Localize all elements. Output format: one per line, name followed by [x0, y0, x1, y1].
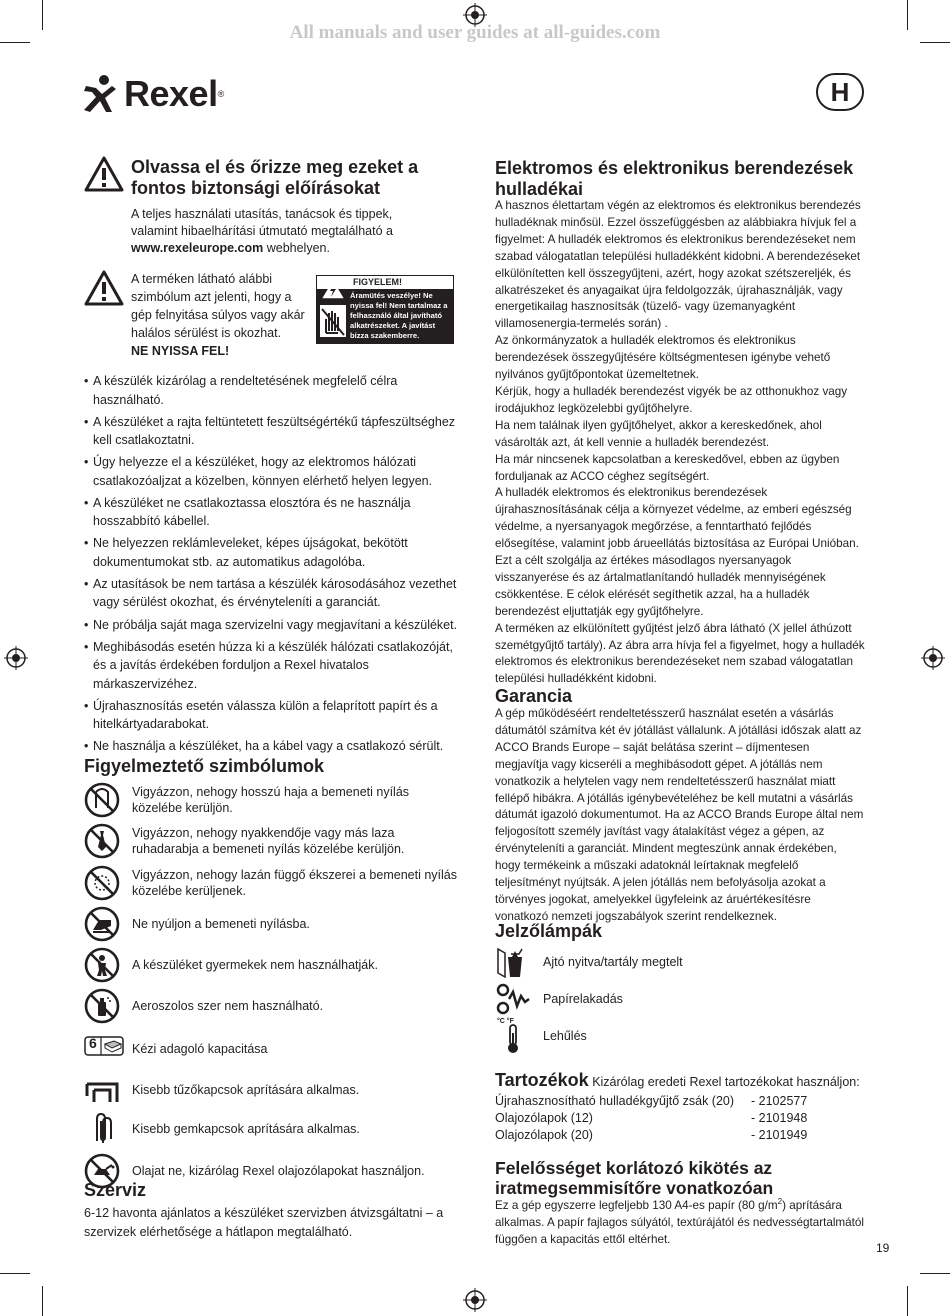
warning-triangle-icon [84, 156, 124, 192]
safety-bullet-item: • Újrahasznosítás esetén válassza külön a felaprított papírt és a hitelkártyadarabokat. [84, 697, 458, 734]
accessories-list [495, 1093, 875, 1144]
liability-text [495, 1194, 865, 1249]
weee-paragraph: Ha nem találnak ilyen gyűjtőhelyet, akkor a kereskedőnek, ahol vásárolták azt, át kell vennie a hulladék berendezést. [495, 418, 822, 449]
warning-paragraph [131, 270, 309, 360]
symbol-text: Kézi adagoló kapacitása [132, 1042, 268, 1057]
safety-bullet-list [84, 372, 458, 759]
symbol-row [84, 1028, 464, 1071]
symbol-text: Vigyázzon, nehogy lazán függő ékszerei a bemeneti nyílás közelébe kerüljenek. [132, 867, 457, 898]
lamps-list [495, 944, 815, 1055]
safety-bullet-item: • A készülék kizárólag a rendeltetésének megfelelő célra használható. [84, 372, 458, 409]
warning-text: A terméken látható alábbi szimbólum azt jelenti, hogy a gép felnyitása súlyos vagy akár halálos sérülést is okozhat. [131, 272, 305, 340]
safety-bullet-item: • Úgy helyezze el a készüléket, hogy az elektromos hálózati csatlakozóaljzat a közelben, könnyen elérhető helyen legyen. [84, 453, 458, 490]
weee-title: Elektromos és elektronikus berendezések hulladékai [495, 158, 854, 199]
weee-paragraph: Az önkormányzatok a hulladék elektromos és elektronikus berendezések összegyűjtésére költségmentesen igénybe vehető nyilvános gyűjtőpontokat üzemeltetnek. [495, 334, 831, 382]
accessory-code: - 2102577 [751, 1094, 808, 1108]
symbol-text: Kisebb gemkapcsok aprítására alkalmas. [132, 1122, 360, 1137]
crop-mark [920, 42, 950, 43]
no-jewellery-icon [84, 865, 120, 901]
lamp-row [495, 1018, 815, 1055]
liability-text-1: Ez a gép egyszerre legfeljebb 130 A4-es papír (80 g/m [495, 1198, 778, 1212]
symbol-row [84, 1109, 464, 1149]
accessories-heading [495, 1070, 875, 1091]
symbols-title: Figyelmeztető szimbólumok [84, 756, 325, 776]
weee-paragraph: A hasznos élettartam végén az elektromos és elektronikus berendezés hulladéknak minősül. Ezzel összefüggésben az alábbiakra hívjuk fel a figyelmet: A hulladék elektromos és elektronikus berendezéseket nem szabad válogatatlan települési hulladékként kidobni. A berendezéseket elkülönítetten kell összegyűjteni, azért, hogy azokat szétszereljék, és alkatrészeket és anyagaikat újra feldolgozzák, újrahasználják, vagy energetikailag hasznosítsák (tüzelő- vagy üzemanyagként villamosenergia-termelés során) . [495, 199, 861, 331]
symbol-text: Olajat ne, kizárólag Rexel olajozólapokat használjon. [132, 1163, 425, 1178]
manual-feed-icon [84, 1028, 124, 1071]
warning-label-box [316, 275, 454, 344]
registration-mark-icon [463, 1288, 487, 1312]
brand-logo: Rexel ® [82, 72, 224, 116]
safety-bullet-item: • A készüléket ne csatlakoztassa elosztóra és ne használja hosszabbító kábellel. [84, 494, 458, 531]
safety-intro [131, 206, 401, 257]
crop-mark [907, 0, 908, 30]
symbol-row [84, 1072, 464, 1108]
safety-bullet-item: • Meghibásodás esetén húzza ki a készülék hálózati csatlakozóját, és a javítás érdekében forduljon a Rexel hivatalos márkaszervizéhez. [84, 638, 458, 694]
registration-mark-icon [921, 646, 945, 670]
safety-intro-text: A teljes használati utasítás, tanácsok és tippek, valamint hibaelhárítási útmutató megtalálható a [131, 207, 393, 238]
no-tie-icon [84, 823, 120, 859]
symbol-row [84, 821, 464, 861]
accessory-row [495, 1110, 875, 1127]
lamp-row [495, 944, 815, 981]
accessory-code: - 2101948 [751, 1111, 808, 1125]
lamp-text: Lehűlés [543, 1029, 587, 1043]
safety-bullet-item: • Ne helyezzen reklámleveleket, képes újságokat, bekötött dokumentumokat stb. az automatikus adagolóba. [84, 534, 458, 571]
symbol-text: Aeroszolos szer nem használható. [132, 999, 324, 1014]
symbol-text: Vigyázzon, nehogy hosszú haja a bemeneti nyílás közelébe kerüljön. [132, 785, 410, 815]
lamp-text: Papírelakadás [543, 992, 623, 1006]
symbol-text: Vigyázzon, nehogy nyakkendője vagy más laza ruhadarabja a bemeneti nyílás közelébe kerüljön. [132, 826, 405, 857]
capacity-value: 6 [89, 1034, 97, 1051]
website-link[interactable]: www.rexeleurope.com [131, 241, 264, 255]
accessory-row [495, 1093, 875, 1110]
accessory-name: Újrahasznosítható hulladékgyűjtő zsák (20) [495, 1094, 735, 1108]
no-hand-icon [84, 906, 120, 942]
accessories-note: Kizárólag eredeti Rexel tartozékokat használjon: [592, 1075, 860, 1089]
brand-name: Rexel [124, 73, 218, 114]
superscript: 2 [777, 1197, 783, 1206]
warning-label-text: Áramütés veszélye! Ne nyissa fel! Nem tartalmaz a felhasználó által javítható alkatrészeket. A javítást bízza szakemberre. [350, 291, 448, 340]
safety-intro-text-end: webhelyen. [266, 241, 330, 255]
weee-text [495, 198, 867, 688]
crop-mark [920, 1273, 950, 1274]
accessory-name: Olajozólapok (20) [495, 1128, 593, 1142]
safety-bullet-item: • A készüléket a rajta feltüntetett feszültségértékű tápfeszültséghez kell csatlakoztatni. [84, 413, 458, 450]
liability-text-2: ) aprítására alkalmas. A papír fajlagos súlyától, textúrájától és nedvességtartalmától függően a kapacitás ettől eltérhet. [495, 1198, 865, 1246]
service-title: Szerviz [84, 1180, 147, 1200]
service-text: 6-12 havonta ajánlatos a készüléket szervizben átvizsgáltatni – a szervizek elérhetősége a hátlapon megtalálható. [84, 1206, 444, 1239]
no-aerosol-icon [84, 988, 120, 1024]
accessories-title: Tartozékok [495, 1070, 589, 1090]
lamp-row [495, 981, 815, 1018]
accessory-row [495, 1127, 875, 1144]
symbol-text: Kisebb tűzőkapcsok aprítására alkalmas. [132, 1083, 360, 1098]
watermark: All manuals and user guides at all-guides.com [289, 22, 661, 43]
safety-bullet-item: • Ne próbálja saját maga szervizelni vagy megjavítani a készüléket. [84, 616, 458, 635]
crop-mark [42, 1286, 43, 1316]
safety-title: Olvassa el és őrizze meg ezeket a fontos biztonsági előírásokat [131, 157, 419, 198]
accessory-code: - 2101949 [751, 1128, 808, 1142]
paperclip-icon [84, 1111, 120, 1147]
weee-paragraph: A hulladék elektromos és elektronikus berendezések újrahasznosításának célja a környezet védelme, az emberi egészség védelme, a nyersanyagok megőrzése, a fenntartható fejlődés elősegítése, valamint jobb árueellátás biztosítása az Európai Unióban. Ezt a célt szolgálja az értékes másodlagos nyersanyagok visszanyerése és az ártalmatlanítandó hulladék mennyiségének csökkentése. E célok elérését segíthetik azzal, ha a hulladék berendezést eljuttatják egy gyűjtőhelyre. [495, 486, 859, 618]
warranty-text: A gép működéséért rendeltetésszerű használat esetén a vásárlás dátumától számítva két év jótállást vállalunk. A jótállási időszak alatt az ACCO Brands Europe – saját belátása szerint – díjmentesen megjavítja vagy kicseréli a meghibásodott gépet. A jótállás nem vonatkozik a helytelen vagy nem rendeltetésszerű használat miatt fellépő hibákra. A jótállás igénybevételéhez be kell mutatni a vásárlás dátumát igazoló dokumentumot. Ha az ACCO Brands Europe által nem feljogosított személy javítást vagy átalakítást végez a gépen, az érvényteleníti a garanciát. Mindent megteszünk annak érdekében, hogy termékeink a műszaki adatoknál leírtaknak megfelelő teljesítményt nyújtsák. A jelen jótállás nem befolyásolja azokat a törvényes jogokat, amelyekkel ügyfeleink az áruértékesítésre vonatkozó nemzeti jogszabályok szerint rendelkeznek. [495, 707, 864, 923]
weee-paragraph: Ha már nincsenek kapcsolatban a kereskedővel, ebben az ügyben forduljanak az ACCO céghez segítségért. [495, 452, 840, 483]
language-badge: H [816, 73, 864, 111]
symbol-text: Ne nyúljon a bemeneti nyílásba. [132, 916, 310, 931]
safety-bullet-item: • Az utasítások be nem tartása a készülék károsodásához vezethet vagy sérülést okozhat, és érvényteleníti a garanciát. [84, 575, 458, 612]
crop-mark [0, 1273, 30, 1274]
crop-mark [0, 42, 30, 43]
warning-label-header: FIGYELEM! [317, 276, 453, 289]
liability-title: Felelősséget korlátozó kikötés az iratmegsemmisítőre vonatkozóan [495, 1158, 774, 1198]
symbols-list [84, 780, 464, 1192]
safety-bullet-item: • Ne használja a készüléket, ha a kábel vagy a csatlakozó sérült. [84, 737, 458, 756]
page-number: 19 [876, 1241, 890, 1255]
symbol-row [84, 986, 464, 1026]
door-open-bin-full-icon [495, 945, 531, 981]
symbol-text: A készüléket gyermekek nem használhatják. [132, 958, 378, 973]
crop-mark [42, 0, 43, 30]
staple-icon [84, 1072, 120, 1108]
warranty-title: Garancia [495, 686, 573, 706]
symbol-row [84, 780, 464, 820]
weee-paragraph: A terméken az elkülönített gyűjtést jelző ábra látható (X jellel áthúzott szemétgyűjtő tartály). Az ábra arra hívja fel a figyelmet, hogy a hulladék elektromos és elektronikus berendezéseket nem szabad válogatatlan települési hulladékként kidobni. [495, 621, 865, 686]
do-not-open-label: NE NYISSA FEL! [131, 344, 230, 358]
registration-mark-icon [4, 646, 28, 670]
lamps-title: Jelzőlámpák [495, 921, 603, 941]
symbol-row [84, 945, 464, 985]
rexel-figure-icon [82, 74, 120, 114]
no-long-hair-icon [84, 782, 120, 818]
crop-mark [907, 1286, 908, 1316]
accessory-name: Olajozólapok (12) [495, 1111, 593, 1125]
no-touch-hand-icon [320, 305, 346, 337]
lamp-text: Ajtó nyitva/tartály megtelt [543, 955, 683, 969]
no-children-icon [84, 947, 120, 983]
cooling-thermometer-icon [495, 1019, 531, 1055]
registration-mark-icon [463, 3, 487, 27]
warning-triangle-icon [84, 270, 124, 306]
symbol-row [84, 904, 464, 944]
symbol-row [84, 863, 464, 903]
weee-paragraph: Kérjük, hogy a hulladék berendezést vigyék be az otthonukhoz vagy irodájukhoz legközelebbi gyűjtőhelyre. [495, 384, 848, 415]
temperature-units: °C °F [497, 1017, 514, 1025]
